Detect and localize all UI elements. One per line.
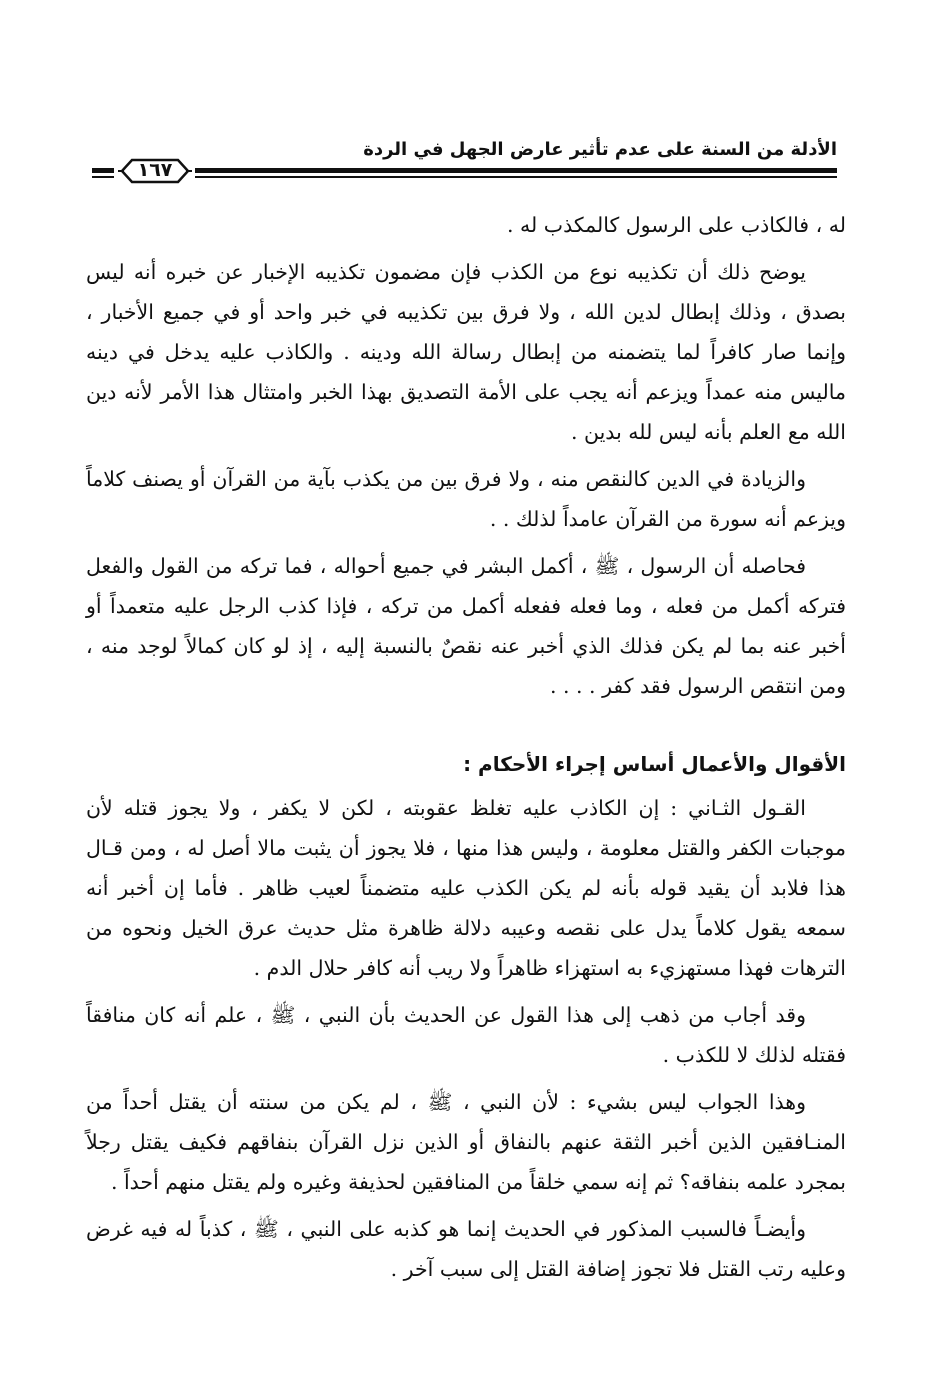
paragraph: وقد أجاب من ذهب إلى هذا القول عن الحديث بأن النبي ، ﷺ ، علم أنه كان منافقاً فقتله لذلك لا للكذب . bbox=[86, 1003, 846, 1067]
page-header bbox=[92, 138, 837, 188]
header-rule-left bbox=[92, 168, 114, 173]
running-title: الأدلة من السنة على عدم تأثير عارض الجهل في الردة bbox=[363, 139, 837, 160]
page-number-badge bbox=[118, 154, 192, 188]
header-rule-thick bbox=[195, 168, 837, 173]
header-rule-thin bbox=[195, 176, 837, 178]
paragraph: والزيادة في الدين كالنقص منه ، ولا فرق بين من يكذب بآية من القرآن أو يصنف كلاماً ويزعم أنه سورة من القرآن عامداً لذلك . . bbox=[86, 467, 846, 531]
paragraph: يوضح ذلك أن تكذيبه نوع من الكذب فإن مضمون تكذيبه الإخبار عن خبره أنه ليس بصدق ، وذلك إبطال لدين الله ، ولا فرق بين تكذيبه في خبر واحد أو في جميع الأخبار ، وإنما صار كافراً لما يتضمنه من إبطال رسالة الله ودينه . والكاذب عليه يدخل في دينه ماليس منه عمداً ويزعم أنه يجب على الأمة التصديق بهذا الخبر وامتثال هذا الأمر لأنه دين الله مع العلم بأنه ليس لله بدين . bbox=[86, 260, 846, 444]
page-body bbox=[86, 205, 846, 1296]
paragraph: القـول الثـاني : إن الكاذب عليه تغلظ عقوبته ، لكن لا يكفر ، ولا يجوز قتله لأن موجبات الكفر والقتل معلومة ، وليس هذا منها ، فلا يجوز أن يثبت مالا أصل له ، ومن قـال هذا فلابد أن يقيد قوله بأنه لم يكن الكذب عليه متضمناً لعيب ظاهر . فأما إن أخبر أنه سمعه يقول كلاماً يدل على نقصه وعيبه دلالة ظاهرة مثل حديث عرق الخيل ونحوه من الترهات فهذا مستهزيء به استهزاء ظاهراً ولا ريب أنه كافر حلال الدم . bbox=[86, 796, 846, 980]
paragraph: وأيضـاً فالسبب المذكور في الحديث إنما هو كذبه على النبي ، ﷺ ، كذباً له فيه غرض وعليه رتب القتل فلا تجوز إضافة القتل إلى سبب آخر . bbox=[86, 1217, 846, 1281]
paragraph: له ، فالكاذب على الرسول كالمكذب له . bbox=[506, 213, 846, 237]
paragraph: فحاصله أن الرسول ، ﷺ ، أكمل البشر في جميع أحواله ، فما تركه من القول والفعل فتركه أكمل من فعله ، وما فعله ففعله أكمل من تركه ، فإذا كذب الرجل عليه متعمداً أو أخبر عنه بما لم يكن فذلك الذي أخبر عنه نقصٌ بالنسبة إليه ، إذ لو كان كمالاً لوجد منه ، ومن انتقص الرسول فقد كفر . . . . bbox=[86, 554, 846, 698]
header-rule-left-thin bbox=[92, 176, 114, 178]
section-heading: الأقوال والأعمال أساس إجراء الأحكام : bbox=[463, 752, 846, 776]
paragraph: وهذا الجواب ليس بشيء : لأن النبي ، ﷺ ، لم يكن من سنته أن يقتل أحداً من المنـافقين الذين أخبر الثقة عنهم بالنفاق أو الذين نزل القرآن بنفاقهم فكيف يقتل رجلاً بمجرد علمه بنفاقه؟ ثم إنه سمي خلقاً من المنافقين لحذيفة وغيره ولم يقتل منهم أحداً . bbox=[86, 1090, 846, 1194]
page-number: ١٦٧ bbox=[137, 159, 173, 181]
